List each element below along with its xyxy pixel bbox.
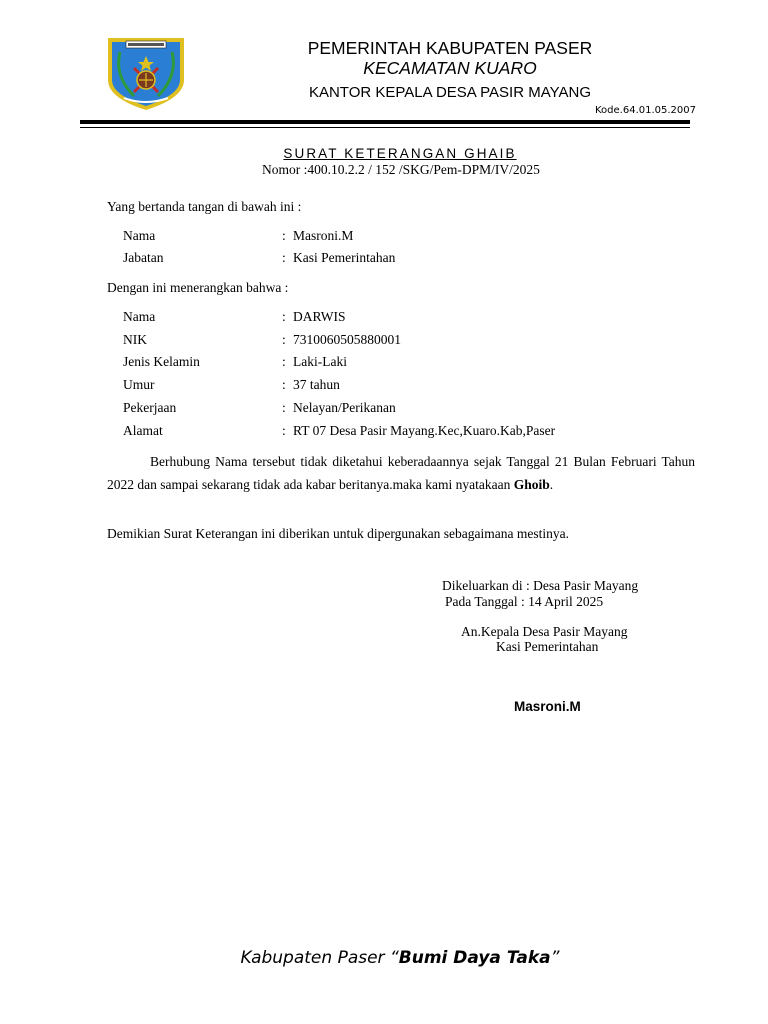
kabupaten-paser-emblem-icon (104, 36, 188, 112)
field-label: Nama (123, 228, 156, 243)
field-label: Jenis Kelamin (123, 354, 200, 369)
field-value: 7310060505880001 (293, 332, 401, 347)
field-value: 37 tahun (293, 377, 340, 392)
field-colon: : (282, 228, 286, 243)
footer-prefix: Kabupaten Paser “ (240, 948, 399, 968)
field-value: Nelayan/Perikanan (293, 400, 396, 415)
intro-text: Yang bertanda tangan di bawah ini : (107, 199, 302, 214)
body-paragraph (107, 450, 695, 496)
signer-position: Kasi Pemerintahan (496, 639, 599, 654)
field-value: DARWIS (293, 309, 346, 324)
field-value: Masroni.M (293, 228, 354, 243)
letter-title: SURAT KETERANGAN GHAIB (283, 146, 517, 161)
government-name: PEMERINTAH KABUPATEN PASER (307, 38, 593, 58)
statement-text: Dengan ini menerangkan bahwa : (107, 280, 289, 295)
field-label: Nama (123, 309, 156, 324)
field-colon: : (282, 400, 286, 415)
signer-on-behalf: An.Kepala Desa Pasir Mayang (461, 624, 628, 639)
footer-motto-bold: Bumi Daya Taka (398, 948, 551, 968)
field-label: Jabatan (123, 250, 164, 265)
field-label: Pekerjaan (123, 400, 177, 415)
issued-place: Dikeluarkan di : Desa Pasir Mayang (442, 578, 639, 593)
office-name: KANTOR KEPALA DESA PASIR MAYANG (308, 84, 592, 101)
field-colon: : (282, 332, 286, 347)
field-colon: : (282, 423, 286, 438)
letter-number: Nomor :400.10.2.2 / 152 /SKG/Pem-DPM/IV/2025 (262, 162, 540, 177)
letterhead-divider-thick (80, 120, 690, 124)
field-label: NIK (123, 332, 147, 347)
body-text: Berhubung Nama tersebut tidak diketahui keberadaannya sejak Tanggal 21 Bulan Februari Tahun 2022 dan sampai sekarang tidak ada kabar beritanya.maka kami nyatakaan (107, 454, 695, 492)
field-label: Alamat (123, 423, 163, 438)
district-name: KECAMATAN KUARO (363, 58, 537, 78)
issued-date: Pada Tanggal : 14 April 2025 (445, 594, 604, 609)
field-colon: : (282, 354, 286, 369)
body-bold-word: Ghoib (513, 477, 550, 492)
field-value: RT 07 Desa Pasir Mayang.Kec,Kuaro.Kab,Paser (293, 423, 556, 438)
field-colon: : (282, 377, 286, 392)
office-code: Kode.64.01.05.2007 (594, 105, 696, 116)
signer-name: Masroni.M (514, 699, 581, 714)
body-period: . (549, 477, 554, 492)
closing-text: Demikian Surat Keterangan ini diberikan untuk dipergunakan sebagaimana mestinya. (107, 526, 569, 541)
footer-suffix: ” (550, 948, 560, 968)
field-colon: : (282, 250, 286, 265)
letterhead-divider-thin (80, 127, 690, 128)
field-value: Kasi Pemerintahan (293, 250, 396, 265)
field-value: Laki-Laki (293, 354, 347, 369)
field-colon: : (282, 309, 286, 324)
footer-motto (150, 948, 650, 968)
field-label: Umur (123, 377, 155, 392)
